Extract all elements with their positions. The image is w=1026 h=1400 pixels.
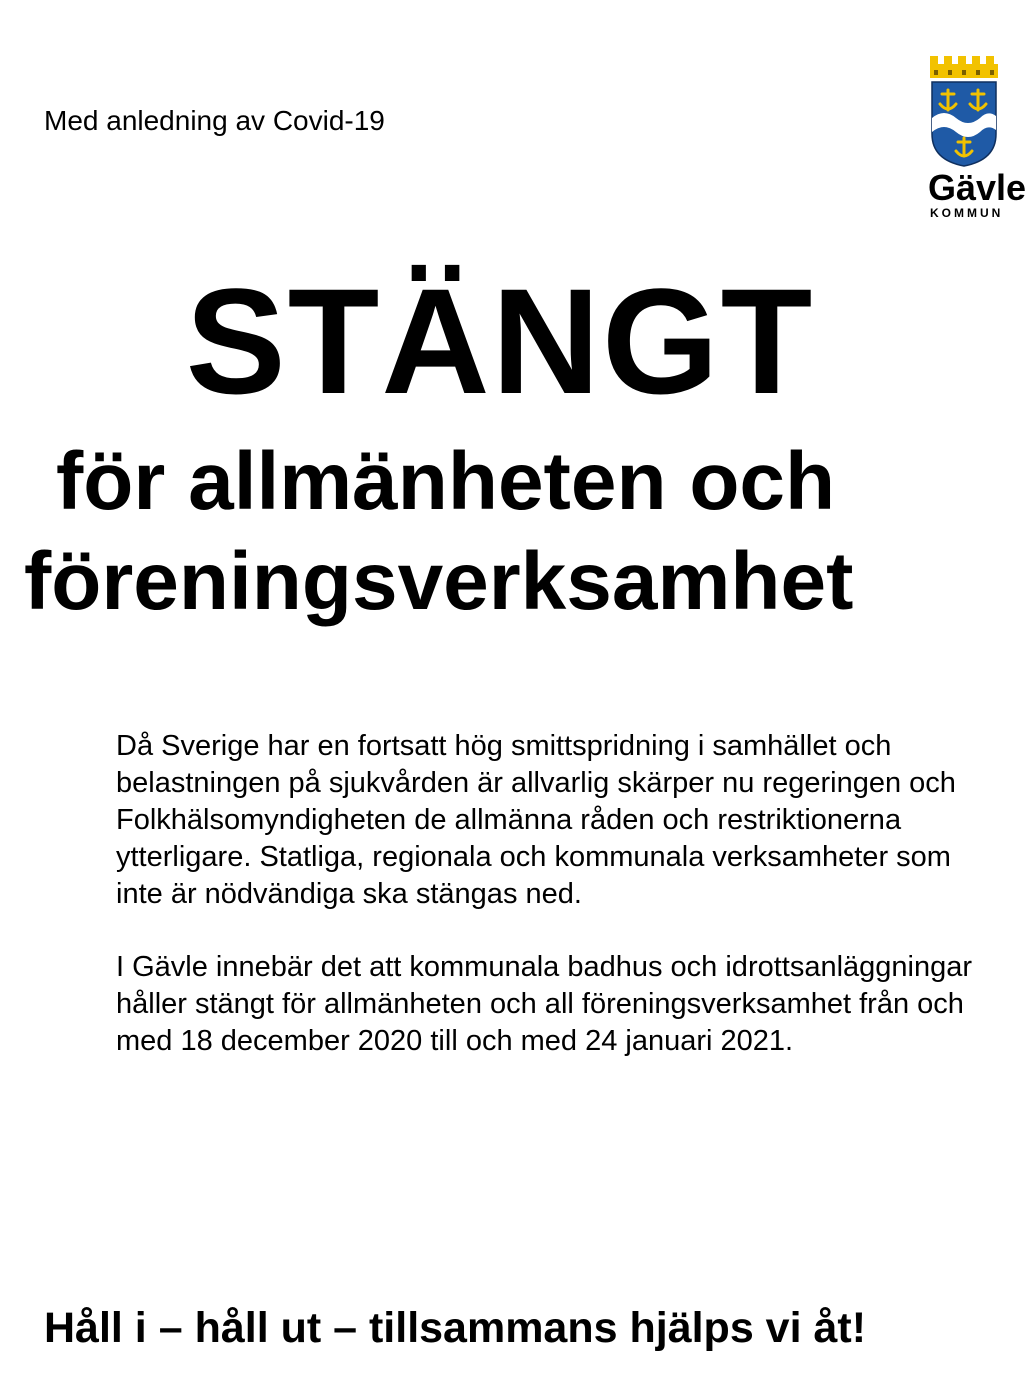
slogan: Håll i – håll ut – tillsammans hjälps vi åt!	[44, 1304, 867, 1352]
logo-name: Gävle	[928, 167, 1026, 208]
subheading-line-1: för allmänheten och	[56, 436, 836, 527]
coat-of-arms-icon	[928, 52, 1000, 168]
paragraph-1: Då Sverige har en fortsatt hög smittspridning i samhället och belastningen på sjukvården är allvarlig skärper nu regeringen och Folkhälsomyndigheten de allmänna råden och restriktionerna ytterligare. Statliga, regionala och kommunala verksamheter som inte är nödvändiga ska stängas ned.	[116, 730, 956, 910]
intro-label: Med anledning av Covid-19	[44, 105, 385, 136]
gavle-logo	[928, 52, 1026, 222]
subheading-line-2: föreningsverksamhet	[24, 536, 854, 627]
page-title: STÄNGT	[185, 257, 815, 425]
logo-subtitle: KOMMUN	[930, 206, 1004, 220]
subheading	[0, 432, 1000, 632]
paragraph-2: I Gävle innebär det att kommunala badhus och idrottsanläggningar håller stängt för allmänheten och all föreningsverksamhet från och med 18 december 2020 till och med 24 januari 2021.	[116, 951, 973, 1057]
body-text	[116, 728, 976, 1096]
